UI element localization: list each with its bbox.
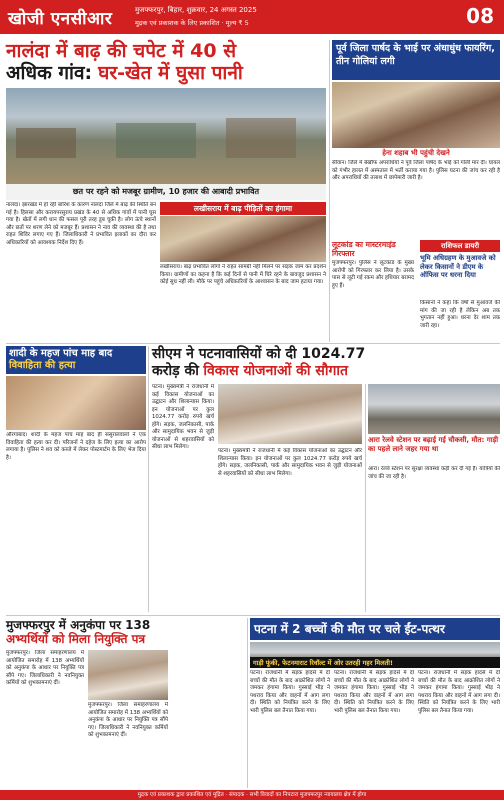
ara-headline: आरा रेलवे स्टेशन पर बढ़ाई गई चौकसी, मौत: गाड़ी का पहले लाने जहर गया था xyxy=(368,436,499,453)
column-divider xyxy=(247,618,248,788)
appointment-photo xyxy=(88,650,168,700)
appointment-headline xyxy=(6,618,246,646)
firing-body: सीवान। जिले में बेखौफ अपराधियों ने पूर्व जिला पार्षद के भाई को गोली मार दी। घायल को गंभीर हालत में अस्पताल में भर्ती कराया गया है। पुलिस घटना की जांच कर रही है और अपराधियों की तलाश में छापेमारी जारी है। xyxy=(332,160,500,181)
lead-photo-caption: छत पर रहने को मजबूर ग्रामीण, 10 हजार की आबादी प्रभावित xyxy=(6,184,326,200)
horizontal-divider xyxy=(6,615,500,616)
cm-body: पटना। मुख्यमंत्री ने राजधानी में कई विकास योजनाओं का उद्घाटन और शिलान्यास किया। इन योजनाओं पर कुल 1024.77 करोड़ रुपये खर्च होंगे। सड़क, जलनिकासी, पार्क और सामुदायिक भवन से जुड़ी योजनाओं से शहरवासियों को सीधा लाभ मिलेगा। xyxy=(152,384,214,450)
appointment-headline-red: अभ्यर्थियों को मिला नियुक्ति पत्र xyxy=(6,632,146,646)
appointment-body: मुजफ्फरपुर। जिला समाहरणालय में आयोजित समारोह में 138 अभ्यर्थियों को अनुकंपा के आधार पर नियुक्ति पत्र सौंपे गए। जिलाधिकारी ने नवनियुक्त कर्मियों को शुभकामनाएं दीं। xyxy=(6,650,84,686)
cm-body-continued: पटना। मुख्यमंत्री ने राजधानी में कई विकास योजनाओं का उद्घाटन और शिलान्यास किया। इन योजनाओं पर कुल 1024.77 करोड़ रुपये खर्च होंगे। सड़क, जलनिकासी, पार्क और सामुदायिक भवन से जुड़ी योजनाओं से शहरवासियों को सीधा लाभ मिलेगा। xyxy=(218,448,362,477)
masthead-date-line: मुजफ्फरपुर, बिहार, शुक्रवार, 24 अगस्त 2025 xyxy=(135,6,257,14)
murder-photo xyxy=(6,376,146,430)
newspaper-logo: खोजी एनसीआर xyxy=(8,9,113,29)
ara-body: आरा। रेलवे स्टेशन पर सुरक्षा व्यवस्था कड़ी कर दी गई है। यात्रियों की जांच की जा रही है। xyxy=(368,466,500,480)
column-divider xyxy=(148,346,149,612)
cm-headline-line2 xyxy=(152,363,500,380)
firing-headline: पूर्व जिला पार्षद के भाई पर अंधाधुंध फायरिंग, तीन गोलियां लगी xyxy=(332,40,500,80)
cm-headline-line1: सीएम ने पटनावासियों को दी 1024.77 xyxy=(152,346,366,362)
rashifal-headline: भूमि अधिग्रहण के मुआवजे को लेकर किसानों ने डीएम के ऑफिस पर धरना दिया xyxy=(420,254,496,279)
murder-headline-red: विवाहिता की हत्या xyxy=(9,360,76,371)
firing-subhead: हेना शहाब भी पहुंची देखने xyxy=(382,149,450,157)
murder-headline-dark: शादी के महज पांच माह बाद xyxy=(9,348,113,359)
lead-headline-line1: नालंदा में बाढ़ की चपेट में 40 से xyxy=(6,40,237,62)
page-footer: मुद्रक एवं प्रकाशक द्वारा प्रकाशित एवं मुद्रित · संपादक · सभी विवादों का निपटारा मुजफ्फरपुर न्यायालय क्षेत्र में होगा xyxy=(0,790,504,800)
patna-photo-caption: गाड़ी फूंकी, फेटनमाराट रिवॉल्ट में ओर उतरही गहर मिलती! xyxy=(250,657,500,668)
appointment-body-continued: मुजफ्फरपुर। जिला समाहरणालय में आयोजित समारोह में 138 अभ्यर्थियों को अनुकंपा के आधार पर नियुक्ति पत्र सौंपे गए। जिलाधिकारी ने नवनियुक्त कर्मियों को शुभकामनाएं दीं। xyxy=(88,702,168,738)
lead-story xyxy=(6,40,326,84)
column-divider xyxy=(329,40,330,342)
patna-headline: पटना में 2 बच्चों की मौत पर चले ईंट-पत्थर xyxy=(254,622,445,636)
lead-headline-line2 xyxy=(6,62,326,84)
lead-headline-dark: अधिक गांव: xyxy=(6,62,93,84)
page-number: 08 xyxy=(466,4,494,28)
appointment-headline-dark: मुजफ्फरपुर में अनुकंपा पर 138 xyxy=(6,618,151,632)
patna-body-col2: पटना। राजधानी में सड़क हादसे में दो बच्चों की मौत के बाद आक्रोशित लोगों ने जमकर हंगामा किया। गुस्साई भीड़ ने पथराव किया और वाहनों में आग लगा दी। स्थिति को नियंत्रित करने के लिए भारी पुलिस बल तैनात किया गया। xyxy=(334,670,414,714)
lootkand-body: मुजफ्फरपुर। पुलिस ने लूटकांड के मुख्य आरोपी को गिरफ्तार कर लिया है। उसके पास से लूटी गई रकम और हथियार बरामद हुए हैं। xyxy=(332,260,414,289)
patna-headline-box xyxy=(250,618,500,640)
murder-headline xyxy=(6,346,146,374)
cm-photo xyxy=(218,384,362,444)
firing-photo xyxy=(332,82,500,148)
lead-body: नालंदा। झारखंड में हो रही बारिश के कारण नालंदा जिले में बाढ़ की स्थिति बन गई है। हिलसा और करायपरसुराय प्रखंड के 40 से अधिक गांवों में पानी घुस गया है। खेतों में लगी धान की फसल पूरी तरह डूब चुकी है। लोग ऊंचे स्थानों और छतों पर शरण लेने को मजबूर हैं। प्रशासन ने नाव की व्यवस्था की है तथा राहत शिविर लगाए गए हैं। जिलाधिकारी ने प्रभावित इलाकों का दौरा कर अधिकारियों को आवश्यक निर्देश दिए हैं। xyxy=(6,202,156,246)
patna-body: पटना। राजधानी में सड़क हादसे में दो बच्चों की मौत के बाद आक्रोशित लोगों ने जमकर हंगामा किया। गुस्साई भीड़ ने पथराव किया और वाहनों में आग लगा दी। स्थिति को नियंत्रित करने के लिए भारी पुलिस बल तैनात किया गया। xyxy=(250,670,330,714)
masthead-meta-line: मुद्रक एवं प्रकाशक के लिए प्रकाशित · मूल्य ₹ 5 xyxy=(135,19,249,27)
rashifal-body: किसानों ने कहा कि वर्षों से मुआवजे की मांग की जा रही है लेकिन अब तक भुगतान नहीं हुआ। धरना देर शाम तक जारी रहा। xyxy=(420,300,500,329)
lakhisarai-photo xyxy=(160,216,326,262)
lakhisarai-body: लखीसराय। बाढ़ प्रभावित लोगों ने राहत सामग्री नहीं मिलने पर सड़क जाम कर प्रदर्शन किया। ग्रामीणों का कहना है कि कई दिनों से पानी में घिरे रहने के बावजूद प्रशासन ने कोई सुध नहीं ली। मौके पर पहुंचे अधिकारियों के आश्वासन के बाद जाम हटाया गया। xyxy=(160,264,326,285)
lead-flood-photo xyxy=(6,88,326,184)
murder-body: औरंगाबाद। शादी के महज पांच माह बाद ही ससुरालवालों ने एक विवाहिता की हत्या कर दी। परिजनों ने दहेज के लिए हत्या का आरोप लगाया है। पुलिस ने शव को कब्जे में लेकर पोस्टमार्टम के लिए भेज दिया है। xyxy=(6,432,146,461)
masthead xyxy=(0,0,504,34)
ara-photo xyxy=(368,384,500,434)
cm-headline xyxy=(152,346,500,380)
lootkand-title: लूटकांड का मास्टरमाइंड गिरफ्तार xyxy=(332,240,396,258)
cm-headline-red: विकास योजनाओं की सौगात xyxy=(203,363,348,379)
column-divider xyxy=(365,384,366,612)
patna-photo xyxy=(250,642,500,668)
horizontal-divider xyxy=(6,343,500,344)
cm-headline-dark: करोड़ की xyxy=(152,363,199,379)
lakhisarai-banner: लखीसराय में बाढ़ पीड़ितों का हंगामा xyxy=(160,202,326,215)
rashifal-tag: राशिफल डायरी xyxy=(420,240,500,252)
lead-headline-red: घर-खेत में घुसा पानी xyxy=(98,62,243,84)
patna-body-col3: पटना। राजधानी में सड़क हादसे में दो बच्चों की मौत के बाद आक्रोशित लोगों ने जमकर हंगामा किया। गुस्साई भीड़ ने पथराव किया और वाहनों में आग लगा दी। स्थिति को नियंत्रित करने के लिए भारी पुलिस बल तैनात किया गया। xyxy=(418,670,500,714)
